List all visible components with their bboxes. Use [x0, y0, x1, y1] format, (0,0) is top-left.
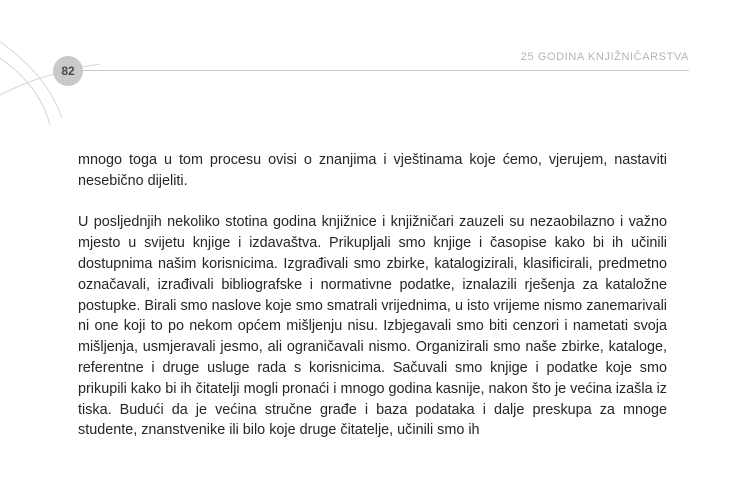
page-number-badge: 82 [53, 56, 83, 86]
decorative-arc [0, 35, 62, 118]
running-title: 25 GODINA KNJIŽNIČARSTVA [520, 51, 689, 63]
decorative-arc [0, 64, 100, 95]
decorative-arc [0, 52, 50, 125]
header-rule [80, 70, 689, 71]
paragraph: mnogo toga u tom procesu ovisi o znanjima i vještinama koje ćemo, vjerujem, nastaviti nesebično dijeliti. [78, 152, 667, 189]
body-text [78, 150, 667, 441]
paragraph: U posljednjih nekoliko stotina godina knjižnice i knjižničari zauzeli su nezaobilazno i važno mjesto u svijetu knjige i izdavaštva. Prikupljali smo knjige i časopise kako bi ih učinili dostupnima našim korisnicima. Izgrađivali smo zbirke, katalogizirali, klasificirali, predmetno označavali, izrađivali bibliografske i normativne podatke, iznalazili rješenja za kataložne postupke. Birali smo naslove koje smo smatrali vrijednima, u isto vrijeme nismo zanemarivali ni one koji to po nekom općem mišljenju nisu. Izbjegavali smo biti cenzori i nametati svoja mišljenja, usmjeravali jesmo, ali ograničavali nismo. Organizirali smo naše zbirke, kataloge, referentne i druge usluge rada s korisnicima. Sačuvali smo knjige i podatke koje smo prikupili kako bi ih čitatelji mogli pronaći i mnogo godina kasnije, nakon što je većina izašla iz tiska. Budući da je većina stručne građe i baza podataka i dalje preskupa za mnoge studente, znanstvenike ili bilo koje druge čitatelje, učinili smo ih [78, 214, 667, 439]
